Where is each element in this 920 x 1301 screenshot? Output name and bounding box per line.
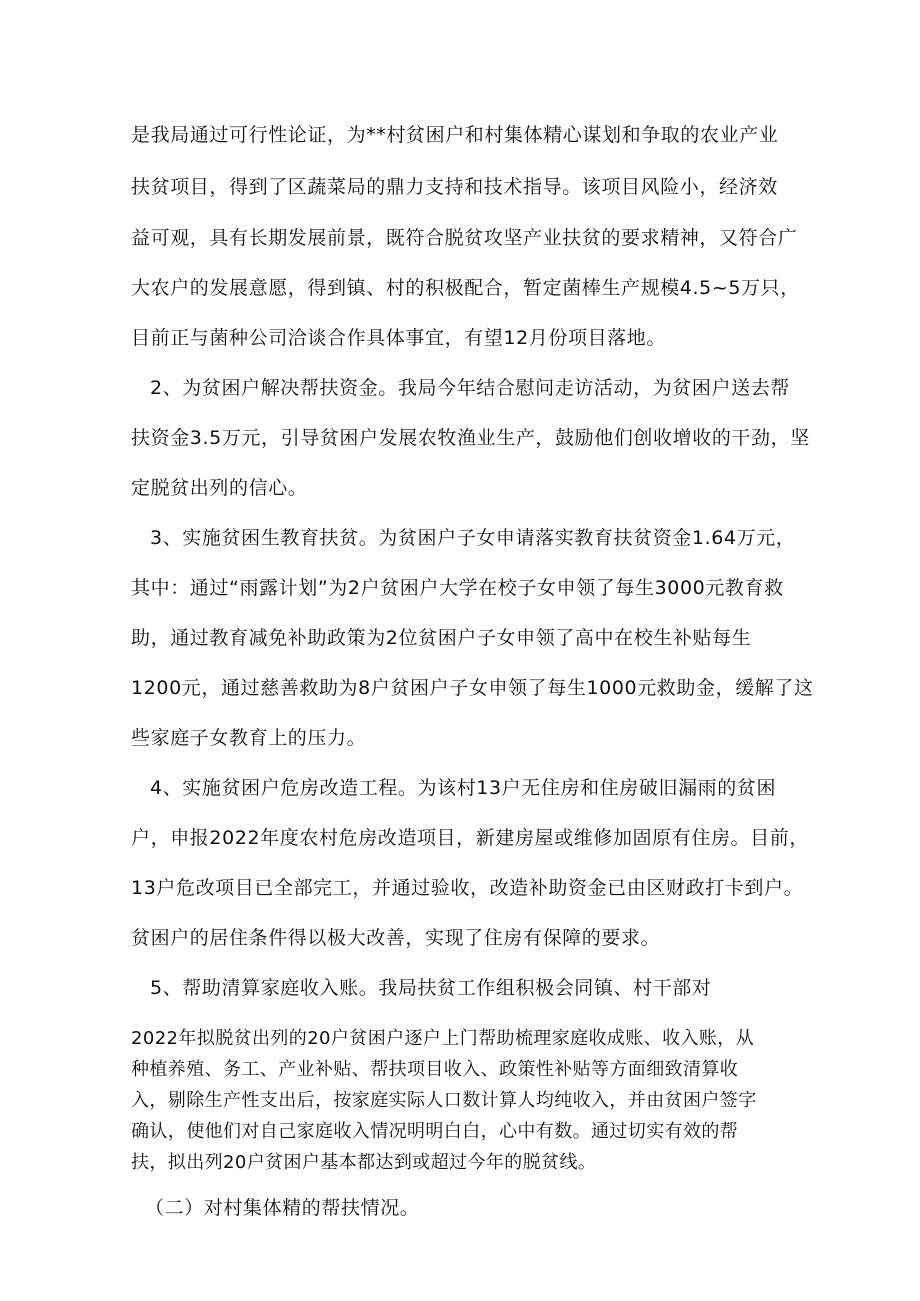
text-line: 益可观，具有长期发展前景，既符合脱贫攻坚产业扶贫的要求精神，又符合广 bbox=[131, 227, 798, 249]
text-line: 些家庭子女教育上的压力。 bbox=[131, 727, 367, 749]
text-line: 扶资金3.5万元，引导贫困户发展农牧渔业生产，鼓励他们创收增收的干劲，坚 bbox=[131, 427, 810, 449]
text-line: 大农户的发展意愿，得到镇、村的积极配合，暂定菌棒生产规模4.5~5万只， bbox=[131, 277, 800, 299]
text-line: 2022年拟脱贫出列的20户贫困户逐户上门帮助梳理家庭收成账、收入账，从 bbox=[131, 1028, 755, 1049]
paragraph-4-first-line: 4、实施贫困户危房改造工程。为该村13户无住房和住房破旧漏雨的贫困 bbox=[150, 777, 777, 799]
text-line: 目前正与菌种公司洽谈合作具体事宜，有望12月份项目落地。 bbox=[131, 327, 666, 349]
text-line: 种植养殖、务工、产业补贴、帮扶项目收入、政策性补贴等方面细致清算收 bbox=[131, 1059, 739, 1080]
text-line: 户，申报2022年度农村危房改造项目，新建房屋或维修加固原有住房。目前， bbox=[131, 827, 809, 849]
paragraph-3-first-line: 3、实施贫困生教育扶贫。为贫困户子女申请落实教育扶贫资金1.64万元， bbox=[150, 527, 796, 549]
paragraph-5-first-line: 5、帮助清算家庭收入账。我局扶贫工作组积极会同镇、村干部对 bbox=[150, 977, 712, 999]
text-line: 1200元，通过慈善救助为8户贫困户子女申领了每生1000元救助金，缓解了这 bbox=[131, 677, 814, 699]
text-line: 是我局通过可行性论证，为**村贫困户和村集体精心谋划和争取的农业产业 bbox=[131, 124, 779, 146]
text-line: 确认，使他们对自己家庭收入情况明明白白，心中有数。通过切实有效的帮 bbox=[131, 1121, 739, 1142]
text-line: 贫困户的居住条件得以极大改善，实现了住房有保障的要求。 bbox=[131, 927, 661, 949]
text-line: 助，通过教育减免补助政策为2位贫困户子女申领了高中在校生补贴每生 bbox=[131, 627, 752, 649]
text-line: 定脱贫出列的信心。 bbox=[131, 477, 308, 499]
text-line: 13户危改项目已全部完工，并通过验收，改造补助资金已由区财政打卡到户。 bbox=[131, 877, 804, 899]
section-heading: （二）对村集体精的帮扶情况。 bbox=[145, 1197, 420, 1219]
paragraph-2-first-line: 2、为贫困户解决帮扶资金。我局今年结合慰问走访活动，为贫困户送去帮 bbox=[150, 377, 790, 399]
text-line: 入，剔除生产性支出后，按家庭实际人口数计算人均纯收入，并由贫困户签字 bbox=[131, 1090, 757, 1111]
text-line: 扶，拟出列20户贫困户基本都达到或超过今年的脱贫线。 bbox=[131, 1152, 597, 1173]
text-line: 扶贫项目，得到了区蔬菜局的鼎力支持和技术指导。该项目风险小，经济效 bbox=[131, 176, 778, 198]
text-line: 其中：通过“雨露计划”为2户贫困户大学在校子女申领了每生3000元教育救 bbox=[131, 577, 784, 599]
